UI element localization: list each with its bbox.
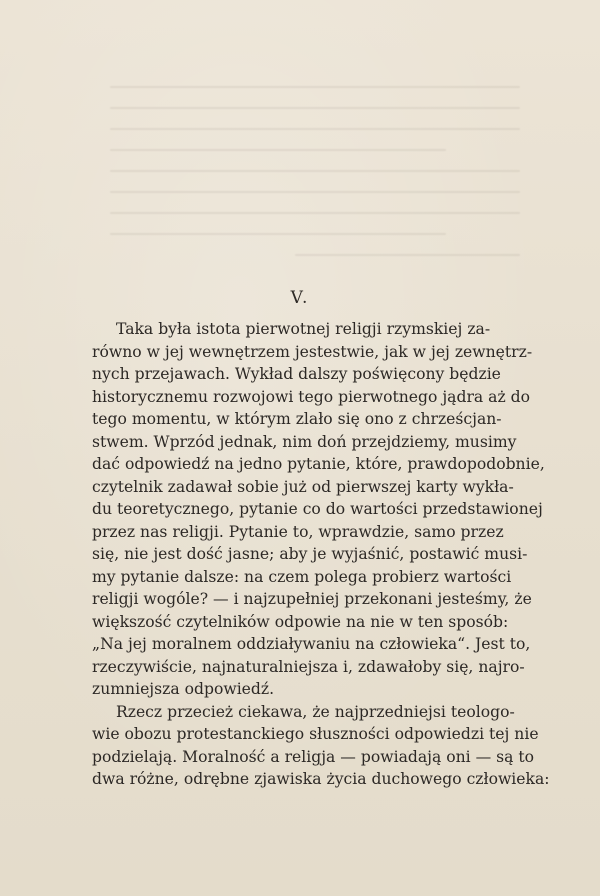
text-line: stwem. Wprzód jednak, nim doń przejdziemy, musimy [92,432,517,451]
paragraph-1 [92,318,545,701]
show-through-line [110,107,520,109]
show-through-line [110,128,520,130]
text-line: religji wogóle? — i najzupełniej przekonani jesteśmy, że [92,590,532,608]
text-line: dać odpowiedź na jedno pytanie, które, prawdopodobnie, [92,455,545,473]
text-line: Rzecz przecież ciekawa, że najprzedniejsi teologo- [116,702,515,721]
text-line: historycznemu rozwojowi tego pierwotnego jądra aż do [92,387,531,406]
text-line: „Na jej moralnem oddziaływaniu na człowieka“. Jest to, [92,635,531,653]
text-line: my pytanie dalsze: na czem polega probierz wartości [92,567,512,586]
chapter-heading: V. [290,288,310,308]
reverse-page-show-through [110,86,520,301]
show-through-line [110,191,520,193]
text-line: dwa różne, odrębne zjawiska życia duchowego człowieka: [92,770,550,788]
text-line: równo w jej wewnętrzem jestestwie, jak w jej zewnętrz- [92,342,533,361]
text-line: większość czytelników odpowie na nie w ten sposób: [92,612,509,631]
text-line: czytelnik zadawał sobie już od pierwszej karty wykła- [92,477,514,496]
text-line: wie obozu protestanckiego słuszności odpowiedzi tej nie [92,725,539,743]
show-through-line [110,233,446,235]
text-line: się, nie jest dość jasne; aby je wyjaśnić, postawić musi- [92,545,528,563]
text-line: rzeczywiście, najnaturalniejsza i, zdawałoby się, najro- [92,657,525,676]
show-through-line [110,212,520,214]
body-text [92,318,550,791]
text-line: podzielają. Moralność a religja — powiadają oni — są to [92,747,535,766]
text-line: du teoretycznego, pytanie co do wartości przedstawionej [92,500,543,518]
show-through-line [295,254,521,256]
text-line: nych przejawach. Wykład dalszy poświęcony będzie [92,365,501,383]
text-line: Taka była istota pierwotnej religji rzymskiej za- [116,320,491,338]
paragraph-2 [92,701,550,791]
show-through-line [110,149,446,151]
text-line: przez nas religji. Pytanie to, wprawdzie, samo przez [92,522,504,541]
show-through-line [110,170,520,172]
text-line: zumniejsza odpowiedź. [92,680,275,698]
text-line: tego momentu, w którym zlało się ono z chrześcjan- [92,410,502,428]
show-through-line [110,86,520,88]
